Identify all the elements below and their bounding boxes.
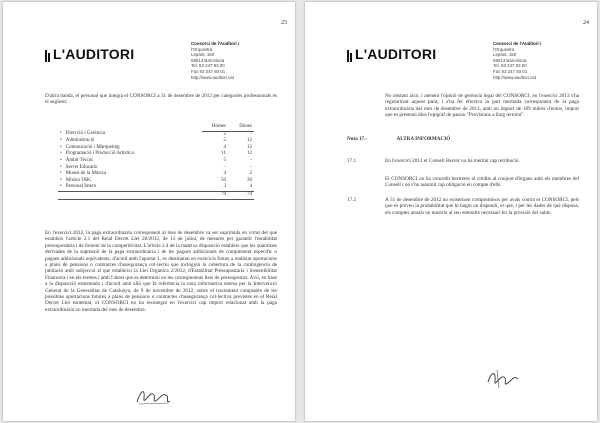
organization-address <box>493 41 563 80</box>
total-women: 74 <box>228 191 254 199</box>
auditori-logo <box>347 46 436 62</box>
org-line: Tel. 93 247 93 00 <box>493 63 527 69</box>
men-count: 50 <box>221 177 226 183</box>
men-count: 2 <box>223 131 226 137</box>
total-blank <box>58 191 202 199</box>
table-total-row <box>58 191 254 199</box>
body-paragraph: En l'exercici 2012, la paga extraordinària corresponent al mes de desembre va ser suprimida en virtut del que estableix l'article 2.1 del Reial Decret Llei 20/2012, de 13 de juliol, de mesures per garantir l'estabilitat pressupostària i de foment de la competitivitat. L'article 2.4 de la mateixa disposició estableix que les quantitats derivades de la supressió de la paga extraordinària i de les pagues addicionals de complement específic o pagues addicionals equivalents, d'acord amb l'apartat 1, es destinaran en exercicis futurs a realitzar aportacions a plans de pensions o contractes d'assegurança col·lectiu que incloguin la cobertura de la contingència de jubilació amb subjecció al que estableixi la Llei Orgànica 2/2012, d'Estabilitat Pressupostària i Sostenibilitat Financera i en els termes i amb l'abast que es determini en les corresponents lleis de pressupostos. Així, en base a la disposició esmentada i d'acord amb allò que fa referència la nota informativa emesa per la Intervenció General de la Generalitat de Catalunya, de 9 de novembre de 2012, sobre el tractament comptable de les possibles aportacions futures a plans de pensions o contractes d'assegurança col·lectiva previstes en el Reial Decret Llei esmentat, el CONSORCI no ha reconegut en l'exercici cap import relacionat amb la paga extraordinària no meritada del mes de desembre. <box>45 230 277 313</box>
category-label: • Músics OBC <box>58 178 202 185</box>
org-line: Lepant, 150 <box>191 52 215 58</box>
table-row <box>58 138 254 145</box>
category-label: • Servei Educatiu <box>58 165 202 172</box>
org-line: 08013 Barcelona <box>191 57 225 63</box>
header-women: Dones <box>228 124 254 131</box>
signature-icon <box>483 366 523 392</box>
item-number: 17.1 <box>347 158 357 164</box>
note-item <box>347 158 579 164</box>
header-men: Homes <box>202 124 228 131</box>
women-count: 12 <box>247 138 252 144</box>
signature-icon <box>133 384 173 410</box>
item-text: En l'exercici 2012 el Consell Rector no ha meritat cap retribució. <box>385 158 520 164</box>
org-line: 08013 Barcelona <box>493 57 527 63</box>
men-count: 4 <box>223 171 226 177</box>
men-count: 11 <box>221 151 226 157</box>
category-label: • Àmbit Tècnic <box>58 158 202 165</box>
org-line: http://www.auditori.cat <box>191 74 234 80</box>
category-label: • Direcció i Gerència <box>58 131 202 138</box>
men-count: 5 <box>223 157 226 163</box>
men-count: 5 <box>223 138 226 144</box>
table-row <box>58 165 254 172</box>
body-paragraph: No obstant això, i atenent l'opinió de gerència legal del CONSORCI, en l'exercici 2013 s'ha regularitzat aquest punt, i s'ha fet efectiva la part meritada corresponent de la paga extraordinària del mes de desembre de 2012, amb un import de 109 milers d'euros, import que es presenta dins l'epígraf de passiu "Provisions a llarg termini". <box>385 93 579 119</box>
intro-paragraph: D'altra banda, el personal que integra el CONSORCI a 31 de desembre de 2012 per categories professionals és el següent: <box>45 93 277 106</box>
org-line: Consorci de l'Auditori i <box>191 41 240 46</box>
women-count: 30 <box>247 177 252 183</box>
auditori-logo <box>45 46 134 62</box>
note-label: Nota 17.- <box>347 136 368 142</box>
table-header-row <box>58 124 254 131</box>
note-item <box>347 197 579 216</box>
women-count: 12 <box>247 144 252 150</box>
table-row <box>58 145 254 152</box>
table-row <box>58 171 254 178</box>
women-count: 4 <box>249 184 252 190</box>
men-count: 3 <box>223 184 226 190</box>
org-line: Consorci de l'Auditori i <box>493 41 542 46</box>
item-continuation: El CONSORCI no ha concedit bestretes ni crèdits al conjunt d'òrgans amb els membres del Consell i no s'ha assumit cap obligació en compte d'ells. <box>385 176 579 189</box>
org-line: http://www.auditori.cat <box>493 74 536 80</box>
table-row <box>58 158 254 165</box>
category-label: • Programació i Producció Artística <box>58 151 202 158</box>
women-count: - <box>250 131 252 137</box>
table-row <box>58 151 254 158</box>
org-line: l'Orquestra <box>493 46 515 52</box>
logo-text: L'AUDITORI <box>355 46 437 62</box>
table-row <box>58 131 254 138</box>
org-line: Lepant, 150 <box>493 52 517 58</box>
total-men: 79 <box>202 191 228 199</box>
table-header-blank <box>58 124 202 131</box>
logo-text: L'AUDITORI <box>53 46 135 62</box>
document-page-right <box>305 2 597 421</box>
page-number: 24 <box>583 20 589 26</box>
item-text: A 31 de desembre de 2012 no existeixen compromisos per avals contra el CONSORCI, pels que es preveu la probabilitat que hi hagin un dispendi, el que, i per les dades de què disposa, els comptes anuals no mostrin al seu entendre necessari fer la provisió del saldo. <box>385 197 579 216</box>
women-count: - <box>250 164 252 170</box>
org-line: Fax 93 247 93 01 <box>493 68 528 74</box>
category-label: • Museu de la Música <box>58 171 202 178</box>
category-label: • Administració <box>58 138 202 145</box>
category-label: • Comunicació i Màrqueting <box>58 145 202 152</box>
men-count: - <box>224 164 226 170</box>
men-count: 4 <box>223 144 226 150</box>
women-count: 2 <box>249 171 252 177</box>
logo-bars-icon <box>45 50 51 62</box>
table-row <box>58 184 254 191</box>
women-count: - <box>250 157 252 163</box>
org-line: Tel. 93 247 93 00 <box>191 63 225 69</box>
logo-bars-icon <box>347 50 353 62</box>
staff-table <box>58 124 254 200</box>
page-number: 23 <box>281 20 287 26</box>
note-title: ALTRA INFORMACIÓ <box>396 136 451 142</box>
item-number: 17.2 <box>347 197 357 203</box>
document-page-left <box>3 2 295 421</box>
table-row <box>58 178 254 185</box>
org-line: l'Orquestra <box>191 46 213 52</box>
organization-address <box>191 41 261 80</box>
women-count: 12 <box>247 151 252 157</box>
category-label: • Personal Intern <box>58 184 202 191</box>
org-line: Fax 93 247 93 01 <box>191 68 226 74</box>
note-heading <box>347 136 450 142</box>
